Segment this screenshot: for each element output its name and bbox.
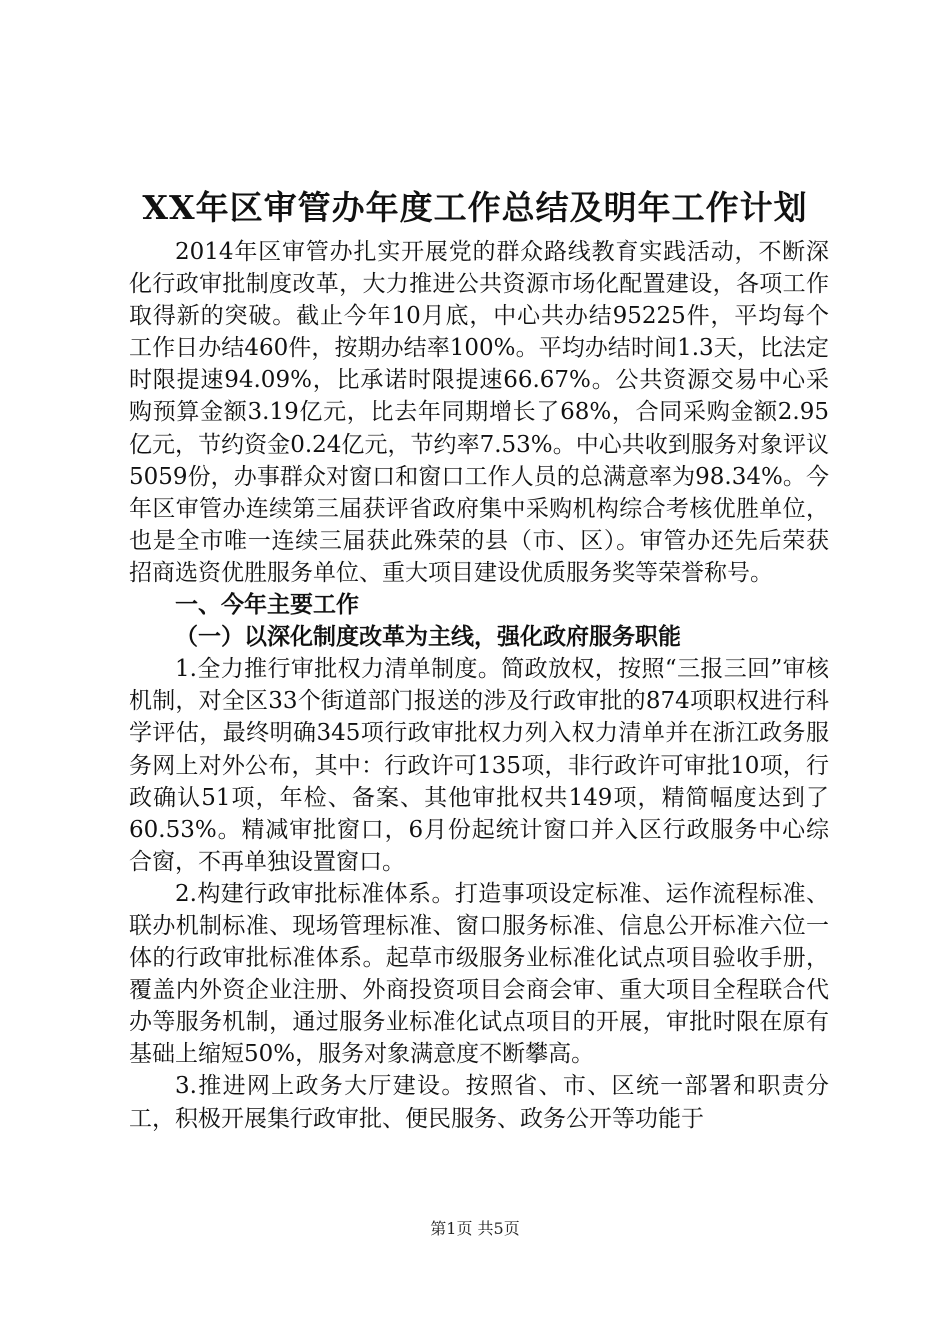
document-body (129, 236, 829, 1135)
document-title: XX年区审管办年度工作总结及明年工作计划 (142, 188, 808, 227)
subsection-heading-reform: （一）以深化制度改革为主线，强化政府服务职能 (175, 623, 681, 651)
paragraph-item-2: 2.构建行政审批标准体系。打造事项设定标准、运作流程标准、联办机制标准、现场管理标准、窗口服务标准、信息公开标准六位一体的行政审批标准体系。起草市级服务业标准化试点项目验收手册，覆盖内外资企业注册、外商投资项目会商会审、重大项目全程联合代办等服务机制，通过服务业标准化试点项目的开展，审批时限在原有基础上缩短50%，服务对象满意度不断攀高。 (129, 880, 829, 1068)
paragraph-item-3: 3.推进网上政务大厅建设。按照省、市、区统一部署和职责分工，积极开展集行政审批、便民服务、政务公开等功能于 (129, 1073, 829, 1132)
section-heading-main-work: 一、今年主要工作 (175, 591, 359, 619)
page-number-footer: 第1页 共5页 (430, 1219, 520, 1238)
paragraph-intro: 2014年区审管办扎实开展党的群众路线教育实践活动，不断深化行政审批制度改革，大力推进公共资源市场化配置建设，各项工作取得新的突破。截止今年10月底，中心共办结95225件，平均每个工作日办结460件，按期办结率100%。平均办结时间1.3天，比法定时限提速94.09%，比承诺时限提速66.67%。公共资源交易中心采购预算金额3.19亿元，比去年同期增长了68%，合同采购金额2.95亿元，节约资金0.24亿元，节约率7.53%。中心共收到服务对象评议5059份，办事群众对窗口和窗口工作人员的总满意率为98.34%。今年区审管办连续第三届获评省政府集中采购机构综合考核优胜单位，也是全市唯一连续三届获此殊荣的县（市、区）。审管办还先后荣获招商选资优胜服务单位、重大项目建设优质服务奖等荣誉称号。 (129, 239, 829, 586)
paragraph-item-1: 1.全力推行审批权力清单制度。简政放权，按照“三报三回”审核机制，对全区33个街道部门报送的涉及行政审批的874项职权进行科学评估，最终明确345项行政审批权力列入权力清单并在浙江政务服务网上对外公布，其中：行政许可135项，非行政许可审批10项，行政确认51项，年检、备案、其他审批权共149项，精简幅度达到了60.53%。精减审批窗口，6月份起统计窗口并入区行政服务中心综合窗，不再单独设置窗口。 (129, 656, 829, 875)
